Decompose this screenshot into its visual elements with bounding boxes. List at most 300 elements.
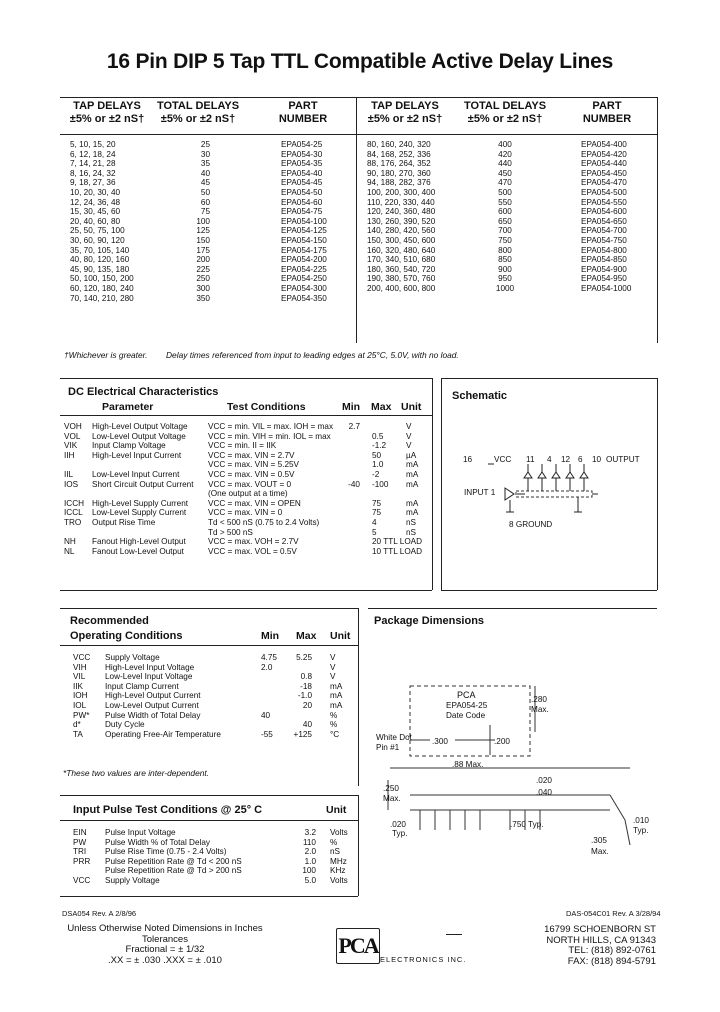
table-cell: V <box>406 422 412 431</box>
table-cell: 500 <box>498 187 512 197</box>
table-cell: 190, 380, 570, 760 <box>367 274 436 284</box>
dc-header-conditions: Test Conditions <box>227 401 306 413</box>
table-cell: Low-Level Input Current <box>92 469 180 479</box>
table-cell: % <box>330 720 338 730</box>
footer-rev-right: DAS-054C01 Rev. A 3/28/94 <box>566 909 661 918</box>
pkg-d750: .750 Typ. <box>510 820 544 829</box>
company-logo: PCA <box>336 928 380 964</box>
right-tap-column <box>367 140 435 294</box>
table-cell: 20 <box>302 700 312 710</box>
table-cell: EPA054-125 <box>281 226 327 236</box>
pkg-d300: .300 <box>432 737 448 746</box>
table-cell: VCC = max. VOH = 2.7V <box>208 537 299 547</box>
ipt-bottom-rule <box>60 896 358 897</box>
table-cell: NH <box>64 537 76 547</box>
table-cell: EPA054-550 <box>581 197 627 207</box>
footer-dash <box>446 934 462 935</box>
pkg-logo: PCA <box>457 690 476 700</box>
table-cell: mA <box>406 460 419 470</box>
table-cell: EPA054-150 <box>281 235 327 245</box>
schematic-left-border <box>441 378 442 590</box>
dc-parameters <box>92 422 193 556</box>
roc-min-values <box>261 653 277 739</box>
table-cell <box>330 499 360 509</box>
table-cell <box>92 489 193 499</box>
schematic-ground: 8 GROUND <box>509 520 553 529</box>
pkg-typ: Typ. <box>392 829 408 838</box>
header-part-number-2: PART NUMBER <box>582 100 632 125</box>
pkg-white-dot: White Dot <box>376 733 412 742</box>
table-cell: VCC = min. VIH = min. IOL = max <box>208 431 331 441</box>
table-cell: 110 <box>302 837 316 847</box>
table-cell: EPA054-470 <box>581 178 627 188</box>
table-cell: -1.2 <box>372 441 387 451</box>
table-cell: mA <box>406 508 419 518</box>
table-cell: V <box>406 441 412 451</box>
table-cell <box>73 866 90 876</box>
table-cell <box>290 711 312 721</box>
footnote-whichever: †Whichever is greater. <box>64 350 148 360</box>
roc-title-1: Recommended <box>70 615 149 627</box>
ipt-title: Input Pulse Test Conditions @ 25° C <box>73 804 263 816</box>
schematic-pin16: 16 <box>463 455 473 464</box>
right-total-column <box>485 140 525 294</box>
table-cell: 10 TTL LOAD <box>372 546 423 556</box>
table-cell <box>92 460 193 470</box>
dc-header-parameter: Parameter <box>102 401 154 413</box>
pkg-max: Max. <box>531 705 549 714</box>
table-cell: -40 <box>348 479 360 489</box>
table-cell: 20 TTL LOAD <box>372 537 423 547</box>
table-cell <box>330 518 360 528</box>
schematic-pin-6: 6 <box>578 455 583 464</box>
table-cell: 1.0 <box>304 856 316 866</box>
roc-right-border <box>358 608 359 786</box>
table-divider <box>356 97 357 343</box>
table-cell: EPA054-950 <box>581 274 627 284</box>
table-cell: Low-Level Supply Current <box>92 508 187 518</box>
table-cell: VCC <box>73 875 91 885</box>
ipt-values <box>290 828 316 886</box>
header-tap-delays: TAP DELAYS ±5% or ±2 nS† <box>69 100 145 125</box>
pkg-d200: .200 <box>494 737 510 746</box>
table-cell: nS <box>406 517 417 527</box>
table-cell: High-Level Output Voltage <box>92 422 188 431</box>
roc-header-min: Min <box>261 630 280 642</box>
schematic-vcc: VCC <box>494 455 512 464</box>
table-cell: 100, 200, 300, 400 <box>367 187 436 197</box>
table-cell: 350 <box>196 293 210 303</box>
table-cell: 100 <box>302 866 316 876</box>
table-cell: 110, 220, 330, 440 <box>367 197 435 207</box>
table-cell: EPA054-450 <box>581 168 627 178</box>
roc-header-rule <box>60 645 358 646</box>
table-cell <box>330 537 360 547</box>
schematic-output: OUTPUT <box>606 455 640 464</box>
ipt-header-unit: Unit <box>326 804 347 816</box>
table-cell: 850 <box>498 255 512 265</box>
table-cell: EPA054-600 <box>581 207 627 217</box>
left-tap-column <box>70 140 134 303</box>
pkg-title: Package Dimensions <box>374 615 485 627</box>
table-cell: 5.25 <box>296 653 312 662</box>
table-cell: Pulse Repetition Rate @ Td > 200 nS <box>105 866 242 876</box>
table-cell: 60, 120, 180, 240 <box>70 283 134 293</box>
table-cell: Output Rise Time <box>92 517 156 527</box>
table-cell: 2.0 <box>261 662 273 672</box>
table-cell: 10, 20, 30, 40 <box>70 187 121 197</box>
pkg-d040: .040 <box>536 788 552 797</box>
table-cell <box>290 663 312 673</box>
table-cell: °C <box>330 729 340 739</box>
table-cell: 75 <box>200 207 210 217</box>
dc-title: DC Electrical Characteristics <box>68 386 219 398</box>
table-cell: 130, 260, 390, 520 <box>367 216 436 226</box>
table-cell: 50, 100, 150, 200 <box>70 274 134 284</box>
schematic-title: Schematic <box>452 390 508 402</box>
table-cell: 84, 168, 252, 336 <box>367 149 431 159</box>
right-part-column <box>581 140 631 294</box>
table-cell: nS <box>330 847 341 857</box>
table-cell: 150 <box>196 235 210 245</box>
table-cell: 5, 10, 15, 20 <box>70 140 116 149</box>
table-cell: (One output at a time) <box>208 489 288 499</box>
table-cell: Low-Level Output Current <box>105 700 199 710</box>
pkg-d250: .250 <box>383 784 399 793</box>
table-cell: -100 <box>372 479 389 489</box>
table-cell: VIK <box>64 441 78 451</box>
pkg-max3: Max. <box>591 847 609 856</box>
table-cell: 1.0 <box>372 460 384 470</box>
table-cell: 5 <box>372 527 377 537</box>
roc-symbols <box>73 653 90 739</box>
table-cell: 0.8 <box>300 672 312 682</box>
left-total-column <box>170 140 210 303</box>
table-cell <box>330 489 360 499</box>
table-cell: 1000 <box>495 283 515 293</box>
pkg-d250-max: Max. <box>383 794 401 803</box>
table-cell: 5.0 <box>304 875 316 885</box>
table-cell: mA <box>330 700 343 710</box>
pkg-d020: .020 <box>536 776 552 785</box>
table-cell: 20, 40, 60, 80 <box>70 216 121 226</box>
table-cell: EPA054-60 <box>281 197 323 207</box>
table-cell: 100 <box>196 216 210 226</box>
footer-rev-left: DSA054 Rev. A 2/8/96 <box>62 909 137 918</box>
pkg-d280: .280 <box>531 695 547 704</box>
table-cell: 8, 16, 24, 32 <box>70 168 116 178</box>
table-cell: 470 <box>498 178 512 188</box>
table-cell: 420 <box>498 149 512 159</box>
ipt-parameters <box>105 828 242 886</box>
table-cell: mA <box>330 681 343 691</box>
table-cell: VCC = min. II = IIK <box>208 441 277 451</box>
table-cell: 4 <box>372 517 377 527</box>
table-cell: 25 <box>200 140 210 149</box>
table-cell: 88, 176, 264, 352 <box>367 159 431 169</box>
table-cell: 2.7 <box>348 422 360 431</box>
table-cell: EPA054-35 <box>281 159 323 169</box>
table-cell: Pulse Input Voltage <box>105 828 176 837</box>
table-cell: High-Level Supply Current <box>92 498 189 508</box>
table-cell: mA <box>406 469 419 479</box>
table-cell: 225 <box>196 264 210 274</box>
pkg-pin1: Pin #1 <box>376 743 400 752</box>
table-cell: µA <box>406 450 417 460</box>
pkg-date: Date Code <box>446 711 486 720</box>
table-cell: Volts <box>330 875 348 885</box>
pkg-d020b: .020 <box>390 820 406 829</box>
table-cell: IIL <box>64 469 74 479</box>
table-cell: 30 <box>200 149 210 159</box>
schematic-input: INPUT 1 <box>464 488 496 497</box>
table-cell <box>330 470 360 480</box>
dc-header-unit: Unit <box>401 401 422 413</box>
table-cell: VCC = max. VOUT = 0 <box>208 479 292 489</box>
table-cell: V <box>406 431 412 441</box>
table-cell: Duty Cycle <box>105 720 145 730</box>
table-cell: EPA054-45 <box>281 178 323 188</box>
table-cell: 40 <box>200 168 210 178</box>
table-cell: 440 <box>498 159 512 169</box>
table-cell <box>330 508 360 518</box>
table-cell: 9, 18, 27, 36 <box>70 178 116 188</box>
page-title: 16 Pin DIP 5 Tap TTL Compatible Active Delay Lines <box>106 50 614 73</box>
table-cell: TA <box>73 729 83 739</box>
table-cell: Pulse Repetition Rate @ Td < 200 nS <box>105 856 242 866</box>
table-cell: IOH <box>73 691 88 701</box>
schematic-pin-10: 10 <box>592 455 602 464</box>
table-cell: 35 <box>200 159 210 169</box>
table-cell: IIK <box>73 681 84 691</box>
table-cell: EPA054-200 <box>281 255 327 265</box>
table-cell <box>330 451 360 461</box>
table-cell: -1.0 <box>297 691 312 701</box>
table-cell: 35, 70, 105, 140 <box>70 245 130 255</box>
table-cell <box>330 528 360 538</box>
table-cell: IOS <box>64 479 79 489</box>
table-cell: -55 <box>261 729 273 739</box>
table-cell: EPA054-800 <box>581 245 627 255</box>
table-cell: 450 <box>498 168 512 178</box>
table-cell: EPA054-850 <box>581 255 627 265</box>
table-cell: VCC = max. VIN = 2.7V <box>208 450 295 460</box>
table-cell: 250 <box>196 274 210 284</box>
table-cell: 15, 30, 45, 60 <box>70 207 121 217</box>
dc-header-rule <box>60 415 432 416</box>
table-cell: Fanout High-Level Output <box>92 537 186 547</box>
table-cell: PRR <box>73 856 91 866</box>
table-cell: 50 <box>372 450 382 460</box>
roc-max-values <box>290 653 312 739</box>
table-cell: High-Level Input Current <box>92 450 182 460</box>
table-cell: 600 <box>498 207 512 217</box>
table-cell: EPA054-175 <box>281 245 327 255</box>
table-cell: Pulse Rise Time (0.75 - 2.4 Volts) <box>105 847 227 857</box>
table-cell <box>330 432 360 442</box>
schematic-bottom-rule <box>441 590 657 591</box>
table-cell: 45 <box>200 178 210 188</box>
table-cell: mA <box>406 479 419 489</box>
table-cell: 150, 300, 450, 600 <box>367 235 436 245</box>
pkg-d010: .010 <box>633 816 649 825</box>
roc-note: *These two values are inter-dependent. <box>63 768 210 778</box>
table-cell: 40, 80, 120, 160 <box>70 255 130 265</box>
table-cell: 50 <box>200 187 210 197</box>
table-cell: High-Level Output Current <box>105 691 201 701</box>
table-cell: 45, 90, 135, 180 <box>70 264 130 274</box>
table-cell: PW <box>73 837 87 847</box>
table-cell: 700 <box>498 226 512 236</box>
table-cell: VCC = max. VIN = 0.5V <box>208 469 295 479</box>
table-cell: EPA054-300 <box>281 283 327 293</box>
table-cell: EPA054-1000 <box>581 283 632 293</box>
table-cell: 2.0 <box>304 847 316 857</box>
table-cell: d* <box>73 720 81 730</box>
table-cell: 90, 180, 270, 360 <box>367 168 431 178</box>
table-cell: 3.2 <box>304 828 316 837</box>
table-cell: mA <box>406 498 419 508</box>
table-cell: 200 <box>196 255 210 265</box>
table-cell: EPA054-350 <box>281 293 327 303</box>
company-address: 16799 SCHOENBORN ST NORTH HILLS, CA 91343 TEL: (818) 892-0761 FAX: (818) 894-5791 <box>544 924 656 967</box>
footnote-reference: Delay times referenced from input to leading edges at 25°C, 5.0V, with no load. <box>166 350 459 360</box>
table-cell: 6, 12, 18, 24 <box>70 149 116 159</box>
dc-min-values <box>330 422 360 556</box>
table-header-rule <box>60 134 657 135</box>
table-cell: 4.75 <box>261 653 277 662</box>
table-cell: 75 <box>372 498 382 508</box>
table-cell: -2 <box>372 469 380 479</box>
table-cell: Pulse Width % of Total Delay <box>105 837 210 847</box>
table-cell: 12, 24, 36, 48 <box>70 197 121 207</box>
left-part-column <box>281 140 327 303</box>
table-cell: 140, 280, 420, 560 <box>367 226 436 236</box>
header-total-delays: TOTAL DELAYS ±5% or ±2 nS† <box>156 100 240 125</box>
table-cell: ICCL <box>64 508 83 518</box>
table-cell: Fanout Low-Level Output <box>92 546 184 556</box>
table-cell: ICCH <box>64 498 85 508</box>
roc-title-2: Operating Conditions <box>70 630 183 642</box>
table-cell: EIN <box>73 828 87 837</box>
table-cell: EPA054-30 <box>281 149 323 159</box>
table-cell: Input Clamp Voltage <box>92 441 166 451</box>
table-cell: 40 <box>261 710 271 720</box>
pkg-part: EPA054-25 <box>446 701 488 710</box>
table-cell: 125 <box>196 226 210 236</box>
table-cell <box>261 672 277 682</box>
table-cell: EPA054-25 <box>281 140 323 149</box>
table-cell: 650 <box>498 216 512 226</box>
roc-parameters <box>105 653 221 739</box>
table-cell: VCC = max. VIN = 5.25V <box>208 460 300 470</box>
table-cell: High-Level Input Voltage <box>105 662 195 672</box>
table-cell: Pulse Width of Total Delay <box>105 710 201 720</box>
table-cell: EPA054-700 <box>581 226 627 236</box>
table-cell: EPA054-750 <box>581 235 627 245</box>
table-cell: 160, 320, 480, 640 <box>367 245 436 255</box>
table-cell: EPA054-400 <box>581 140 627 149</box>
table-cell <box>330 460 360 470</box>
table-cell: VCC <box>73 653 91 662</box>
dc-units <box>406 422 418 556</box>
table-cell: TRI <box>73 847 87 857</box>
footer-tolerances: Unless Otherwise Noted Dimensions in Inches Tolerances Fractional = ± 1/32 .XX = ± .030 .XXX = ± .010 <box>67 923 263 966</box>
roc-header-unit: Unit <box>330 630 351 642</box>
table-cell: 75 <box>372 508 382 518</box>
table-cell: 60 <box>200 197 210 207</box>
table-cell: 80, 160, 240, 320 <box>367 140 431 149</box>
header-tap-delays-2: TAP DELAYS ±5% or ±2 nS† <box>367 100 443 125</box>
dc-symbols <box>64 422 84 556</box>
table-cell: Td < 500 nS (0.75 to 2.4 Volts) <box>208 517 320 527</box>
pkg-d305: .305 <box>591 836 607 845</box>
table-cell: EPA054-440 <box>581 159 627 169</box>
table-right-border <box>657 97 658 343</box>
dc-top-rule <box>60 378 432 379</box>
ipt-symbols <box>73 828 90 886</box>
table-cell: mA <box>330 691 343 701</box>
table-cell <box>261 691 277 701</box>
table-cell: 900 <box>498 264 512 274</box>
table-cell <box>261 682 277 692</box>
table-cell: KHz <box>330 866 346 876</box>
schematic-right-border <box>657 378 658 590</box>
table-cell <box>330 547 360 557</box>
header-part-number: PART NUMBER <box>278 100 328 125</box>
table-cell <box>330 441 360 451</box>
table-cell: VCC = max. VIN = OPEN <box>208 498 301 508</box>
table-cell: 94, 188, 282, 376 <box>367 178 431 188</box>
table-cell: VCC = max. VOL = 0.5V <box>208 546 297 556</box>
table-cell: Short Circuit Output Current <box>92 479 194 489</box>
table-cell: 400 <box>498 140 512 149</box>
table-cell: Input Clamp Current <box>105 681 179 691</box>
table-cell: IOL <box>73 700 87 710</box>
table-cell: IIH <box>64 450 75 460</box>
table-cell: +125 <box>293 729 312 739</box>
table-cell: 0.5 <box>372 431 384 441</box>
table-cell: % <box>330 710 338 720</box>
table-cell: 200, 400, 600, 800 <box>367 283 436 293</box>
table-cell: VIL <box>73 672 86 682</box>
roc-top-rule <box>60 608 358 609</box>
ipt-top-rule <box>60 795 358 796</box>
table-cell: EPA054-420 <box>581 149 627 159</box>
table-cell: 175 <box>196 245 210 255</box>
roc-header-max: Max <box>296 630 317 642</box>
pkg-top-rule <box>368 608 657 609</box>
table-cell: V <box>330 672 336 682</box>
table-cell: 300 <box>196 283 210 293</box>
table-cell: EPA054-250 <box>281 274 327 284</box>
table-cell <box>261 701 277 711</box>
schematic-pin-4: 4 <box>547 455 552 464</box>
table-cell: V <box>330 662 336 672</box>
table-cell <box>406 547 418 557</box>
table-cell <box>64 489 84 499</box>
table-cell: EPA054-75 <box>281 207 323 217</box>
table-cell: Volts <box>330 828 348 837</box>
roc-units <box>330 653 342 739</box>
table-cell: V <box>330 653 336 662</box>
table-cell: 950 <box>498 274 512 284</box>
table-cell: Operating Free-Air Temperature <box>105 729 221 739</box>
table-cell: 170, 340, 510, 680 <box>367 255 436 265</box>
table-cell <box>406 489 418 499</box>
table-cell: 750 <box>498 235 512 245</box>
table-cell: VOH <box>64 422 82 431</box>
